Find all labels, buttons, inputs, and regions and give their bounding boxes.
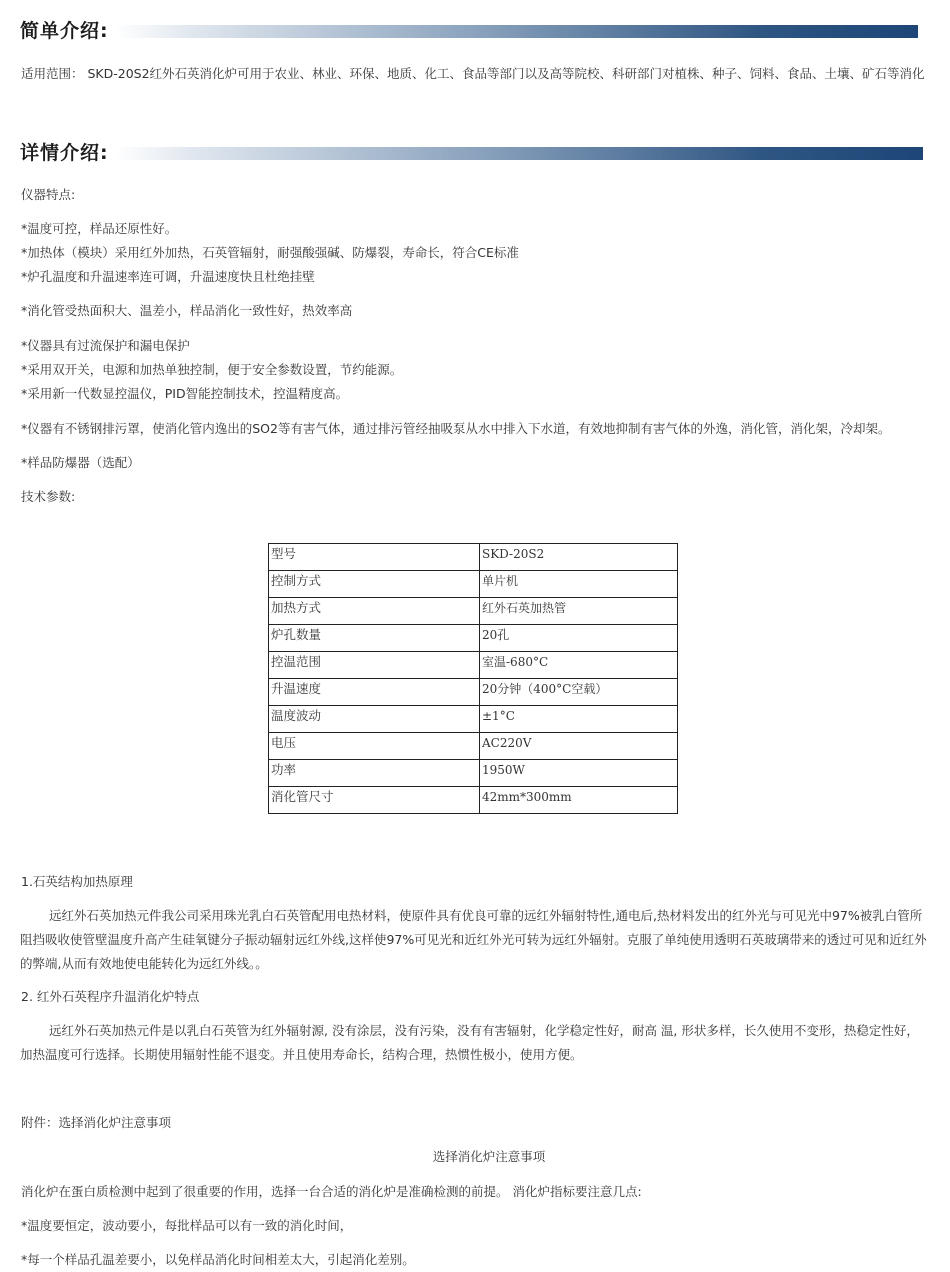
spec-value: 1950W	[480, 760, 678, 787]
spec-key: 电压	[269, 733, 480, 760]
feature-item: *加热体（模块）采用红外加热，石英管辐射，耐强酸强碱、防爆裂，寿命长，符合CE标准	[21, 245, 519, 260]
attachment-title: 选择消化炉注意事项	[432, 1149, 546, 1164]
heading-decoration-bar	[115, 25, 918, 38]
spec-key: 温度波动	[269, 706, 480, 733]
heading-decoration-bar	[115, 147, 923, 160]
principle-paragraph: 远红外石英加热元件我公司采用珠光乳白石英管配用电热材料，使原件具有优良可靠的远红外辐射特性,通电后,热材料发出的红外光与可见光中97%被乳白管所阻挡吸收使管壁温度升高产生硅氧键分子振动辐射远红外线,这样使97%可见光和近红外光可转为远红外辐射。克服了单纯使用透明石英玻璃带来的透过可见和近红外的弊端,从而有效地使电能转化为远红外线。。	[20, 908, 927, 971]
attachment-intro: 消化炉在蛋白质检测中起到了很重要的作用，选择一台合适的消化炉是准确检测的前提。 消化炉指标要注意几点:	[21, 1184, 642, 1199]
section-heading-intro	[20, 14, 109, 44]
table-row	[269, 706, 678, 733]
table-row	[269, 760, 678, 787]
spec-key: 功率	[269, 760, 480, 787]
table-row	[269, 733, 678, 760]
spec-key: 型号	[269, 544, 480, 571]
feature-item: *消化管受热面积大、温差小，样品消化一致性好，热效率高	[21, 303, 353, 318]
table-row	[269, 571, 678, 598]
spec-key: 加热方式	[269, 598, 480, 625]
spec-key: 消化管尺寸	[269, 787, 480, 814]
params-heading: 技术参数:	[21, 489, 76, 504]
spec-value: 红外石英加热管	[480, 598, 678, 625]
table-row	[269, 544, 678, 571]
section-title: 详情介绍:	[20, 141, 109, 164]
principle-heading: 1.石英结构加热原理	[21, 874, 133, 889]
attachment-point: *每一个样品孔温差要小，以免样品消化时间相差太大，引起消化差别。	[21, 1252, 415, 1267]
table-row	[269, 787, 678, 814]
spec-key: 炉孔数量	[269, 625, 480, 652]
program-paragraph: 远红外石英加热元件是以乳白石英管为红外辐射源, 没有涂层，没有污染，没有有害辐射，化学稳定性好，耐高 温, 形状多样，长久使用不变形，热稳定性好，加热温度可行选择。长期使用辐射性能不退变。并且使用寿命长，结构合理，热惯性极小，使用方便。	[20, 1023, 919, 1062]
attachment-label: 附件：选择消化炉注意事项	[21, 1115, 172, 1130]
spec-value: 20分钟（400°C空载）	[480, 679, 678, 706]
spec-value: ±1°C	[480, 706, 678, 733]
feature-item: *样品防爆器（选配）	[21, 455, 140, 470]
table-row	[269, 625, 678, 652]
spec-table	[268, 543, 678, 814]
section-heading-details	[20, 136, 109, 166]
feature-item: *仪器有不锈钢排污罩，使消化管内逸出的SO2等有害气体，通过排污管经抽吸泵从水中排入下水道，有效地抑制有害气体的外逸，消化管，消化架，冷却架。	[21, 421, 891, 436]
spec-key: 升温速度	[269, 679, 480, 706]
features-heading: 仪器特点:	[21, 187, 76, 202]
feature-item: *炉孔温度和升温速率连可调，升温速度快且杜绝挂壁	[21, 269, 315, 284]
spec-value: AC220V	[480, 733, 678, 760]
spec-key: 控制方式	[269, 571, 480, 598]
table-row	[269, 652, 678, 679]
scope-paragraph: 适用范围： SKD-20S2红外石英消化炉可用于农业、林业、环保、地质、化工、食品等部门以及高等院校、科研部门对植株、种子、饲料、食品、土壤、矿石等消化	[21, 66, 925, 81]
spec-value: 单片机	[480, 571, 678, 598]
feature-item: *温度可控，样品还原性好。	[21, 221, 178, 236]
feature-item: *仪器具有过流保护和漏电保护	[21, 338, 190, 353]
attachment-point: *温度要恒定，波动要小，每批样品可以有一致的消化时间，	[21, 1218, 353, 1233]
spec-value: SKD-20S2	[480, 544, 678, 571]
feature-item: *采用新一代数显控温仪，PID智能控制技术，控温精度高。	[21, 386, 349, 401]
feature-item: *采用双开关，电源和加热单独控制，便于安全参数设置，节约能源。	[21, 362, 403, 377]
spec-key: 控温范围	[269, 652, 480, 679]
spec-value: 20孔	[480, 625, 678, 652]
spec-value: 42mm*300mm	[480, 787, 678, 814]
section-title: 简单介绍:	[20, 19, 109, 42]
spec-value: 室温-680°C	[480, 652, 678, 679]
program-heading: 2. 红外石英程序升温消化炉特点	[21, 989, 200, 1004]
table-row	[269, 598, 678, 625]
table-row	[269, 679, 678, 706]
